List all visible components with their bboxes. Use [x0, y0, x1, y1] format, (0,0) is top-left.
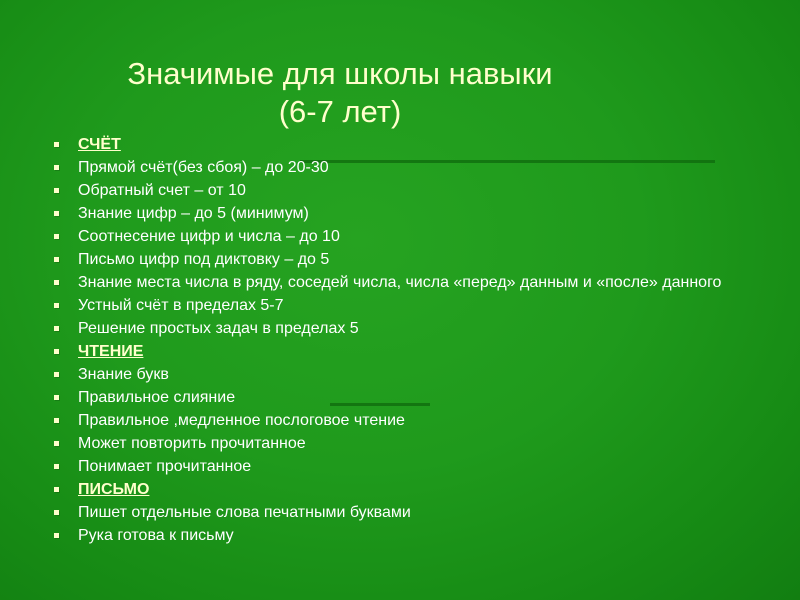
- list-item-text: Правильное ,медленное послоговое чтение: [78, 412, 405, 429]
- list-item: [52, 251, 752, 268]
- bullet-square-icon: [54, 395, 59, 400]
- section-heading-text: СЧЁТ: [78, 136, 121, 153]
- list-item-text: Устный счёт в пределах 5-7: [78, 297, 284, 314]
- bullet-square-icon: [54, 234, 59, 239]
- list-item: [52, 366, 752, 383]
- bullet-square-icon: [54, 487, 59, 492]
- slide-title-line1: Значимые для школы навыки: [127, 56, 553, 91]
- list-item: [52, 297, 752, 314]
- list-item: [52, 320, 752, 337]
- bullet-square-icon: [54, 441, 59, 446]
- section-heading: [52, 136, 752, 153]
- list-item: [52, 274, 752, 291]
- skills-list: [52, 136, 752, 550]
- list-item-text: Может повторить прочитанное: [78, 435, 306, 452]
- list-item: [52, 228, 752, 245]
- bullet-square-icon: [54, 142, 59, 147]
- bullet-square-icon: [54, 510, 59, 515]
- list-item: [52, 458, 752, 475]
- list-item: [52, 205, 752, 222]
- bullet-square-icon: [54, 418, 59, 423]
- list-item: [52, 435, 752, 452]
- list-item-text: Знание букв: [78, 366, 169, 383]
- section-heading-text: ЧТЕНИЕ: [78, 343, 144, 360]
- bullet-square-icon: [54, 464, 59, 469]
- bullet-square-icon: [54, 257, 59, 262]
- section-heading: [52, 481, 752, 498]
- section-heading: [52, 343, 752, 360]
- list-item-text: Рука готова к письму: [78, 527, 234, 544]
- bullet-square-icon: [54, 349, 59, 354]
- bullet-square-icon: [54, 533, 59, 538]
- list-item: [52, 527, 752, 544]
- list-item-text: Правильное слияние: [78, 389, 236, 406]
- list-item-text: Пишет отдельные слова печатными буквами: [78, 504, 411, 521]
- bullet-square-icon: [54, 165, 59, 170]
- bullet-square-icon: [54, 303, 59, 308]
- list-item-text: Соотнесение цифр и числа – до 10: [78, 228, 340, 245]
- bullet-square-icon: [54, 211, 59, 216]
- list-item: [52, 504, 752, 521]
- bullet-square-icon: [54, 280, 59, 285]
- slide-title: [60, 55, 620, 131]
- list-item-text: Знание цифр – до 5 (минимум): [78, 205, 309, 222]
- slide-title-line2: (6-7 лет): [278, 94, 402, 129]
- bullet-square-icon: [54, 188, 59, 193]
- list-item: [52, 159, 752, 176]
- list-item-text: Знание места числа в ряду, соседей числа, числа «перед» данным и «после» данного: [78, 274, 722, 291]
- list-item-text: Понимает прочитанное: [78, 458, 252, 475]
- list-item: [52, 182, 752, 199]
- list-item: [52, 389, 752, 406]
- list-item: [52, 412, 752, 429]
- list-item-text: Письмо цифр под диктовку – до 5: [78, 251, 330, 268]
- list-item-text: Прямой счёт(без сбоя) – до 20-30: [78, 159, 329, 176]
- bullet-square-icon: [54, 372, 59, 377]
- list-item-text: Обратный счет – от 10: [78, 182, 246, 199]
- list-item-text: Решение простых задач в пределах 5: [78, 320, 359, 337]
- bullet-square-icon: [54, 326, 59, 331]
- section-heading-text: ПИСЬМО: [78, 481, 150, 498]
